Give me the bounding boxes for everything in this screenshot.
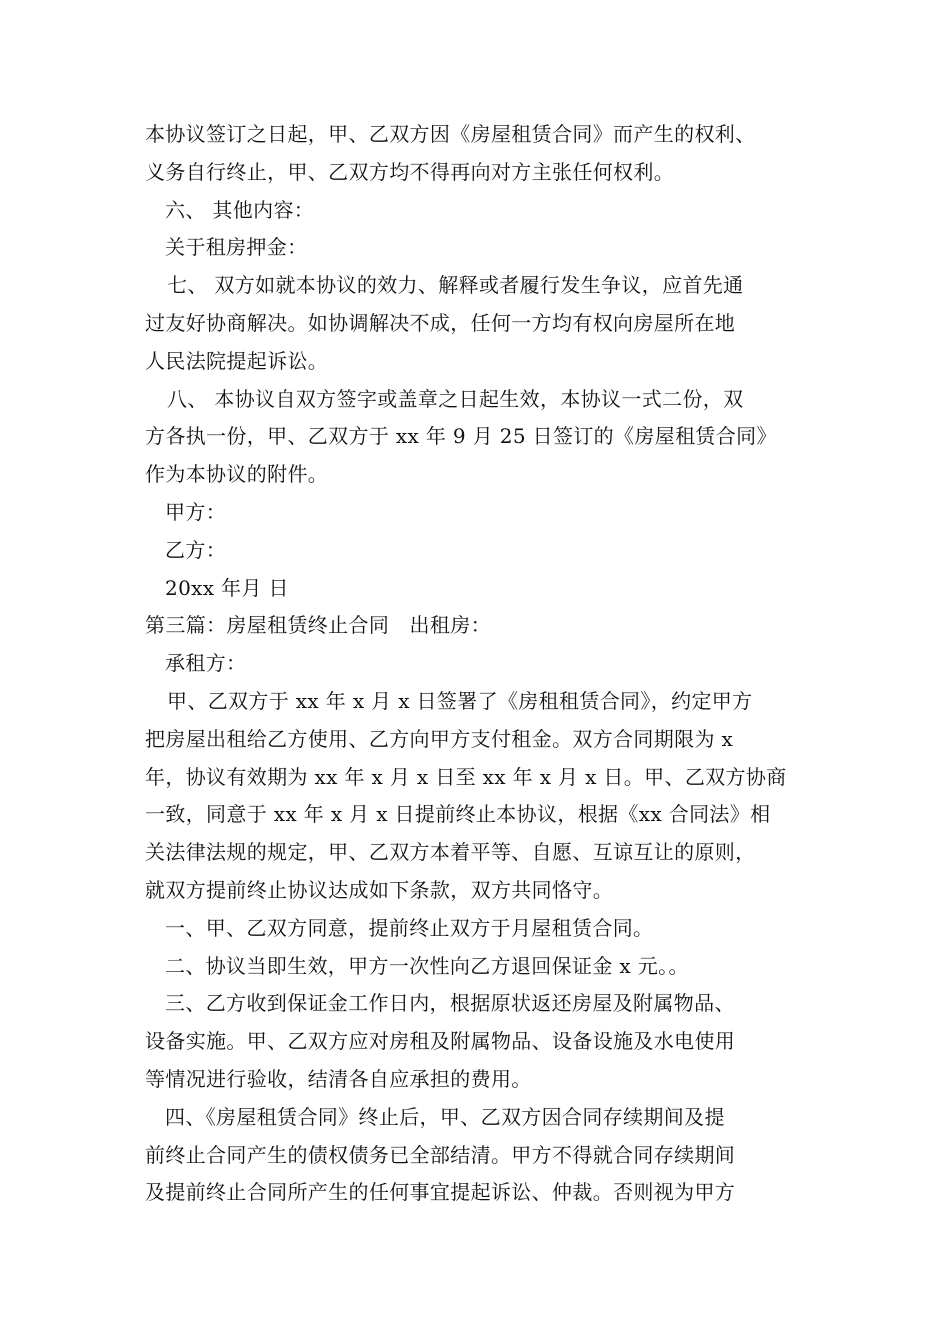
paragraph-line: 关法律法规的规定，甲、乙双方本着平等、自愿、互谅互让的原则， (145, 840, 756, 865)
paragraph-line: 关于租房押金： (165, 235, 308, 260)
paragraph-line: 一致，同意于 xx 年 x 月 x 日提前终止本协议，根据《xx 合同法》相 (145, 802, 771, 827)
paragraph-line: 就双方提前终止协议达成如下条款，双方共同恪守。 (145, 877, 614, 902)
document-body (145, 116, 835, 1212)
paragraph-line: 过友好协商解决。如协调解决不成，任何一方均有权向房屋所在地 (145, 310, 736, 335)
paragraph-line: 方各执一份，甲、乙双方于 xx 年 9 月 25 日签订的《房屋租赁合同》 (145, 424, 777, 449)
paragraph-line: 年，协议有效期为 xx 年 x 月 x 日至 xx 年 x 月 x 日。甲、乙双方协商 (145, 764, 787, 789)
paragraph-line: 甲、乙双方于 xx 年 x 月 x 日签署了《房租租赁合同》，约定甲方 (167, 688, 753, 713)
chapter-title: 第三篇：房屋租赁终止合同 出租房： (145, 613, 491, 638)
section-heading: 六、 其他内容： (165, 197, 315, 222)
clause-heading: 八、 本协议自双方签字或盖章之日起生效，本协议一式二份，双 (167, 386, 744, 411)
clause-item: 四、《房屋租赁合同》终止后，甲、乙双方因合同存续期间及提 (165, 1104, 725, 1129)
paragraph-line: 及提前终止合同所产生的任何事宜提起诉讼、仲裁。否则视为甲方 (145, 1180, 736, 1205)
paragraph-line: 作为本协议的附件。 (145, 462, 329, 487)
paragraph-line: 人民法院提起诉讼。 (145, 348, 329, 373)
paragraph-line: 把房屋出租给乙方使用、乙方向甲方支付租金。双方合同期限为 x (145, 726, 734, 751)
tenant-label: 承租方： (165, 651, 247, 676)
clause-heading: 七、 双方如就本协议的效力、解释或者履行发生争议，应首先通 (167, 273, 744, 298)
paragraph-line: 义务自行终止，甲、乙双方均不得再向对方主张任何权利。 (145, 159, 675, 184)
signature-date: 20xx 年月 日 (165, 575, 289, 600)
clause-item: 一、甲、乙双方同意，提前终止双方于月屋租赁合同。 (165, 915, 654, 940)
paragraph-line: 等情况进行验收，结清各自应承担的费用。 (145, 1066, 532, 1091)
paragraph-line: 本协议签订之日起，甲、乙双方因《房屋租赁合同》而产生的权利、 (145, 122, 756, 146)
party-a-signature: 甲方： (165, 499, 227, 524)
party-b-signature: 乙方： (165, 537, 227, 562)
clause-item: 二、协议当即生效，甲方一次性向乙方退回保证金 x 元。。 (165, 953, 689, 978)
paragraph-line: 设备实施。甲、乙双方应对房租及附属物品、设备设施及水电使用 (145, 1029, 736, 1054)
paragraph-line: 前终止合同产生的债权债务已全部结清。甲方不得就合同存续期间 (145, 1142, 736, 1167)
clause-item: 三、乙方收到保证金工作日内，根据原状返还房屋及附属物品、 (165, 991, 735, 1016)
